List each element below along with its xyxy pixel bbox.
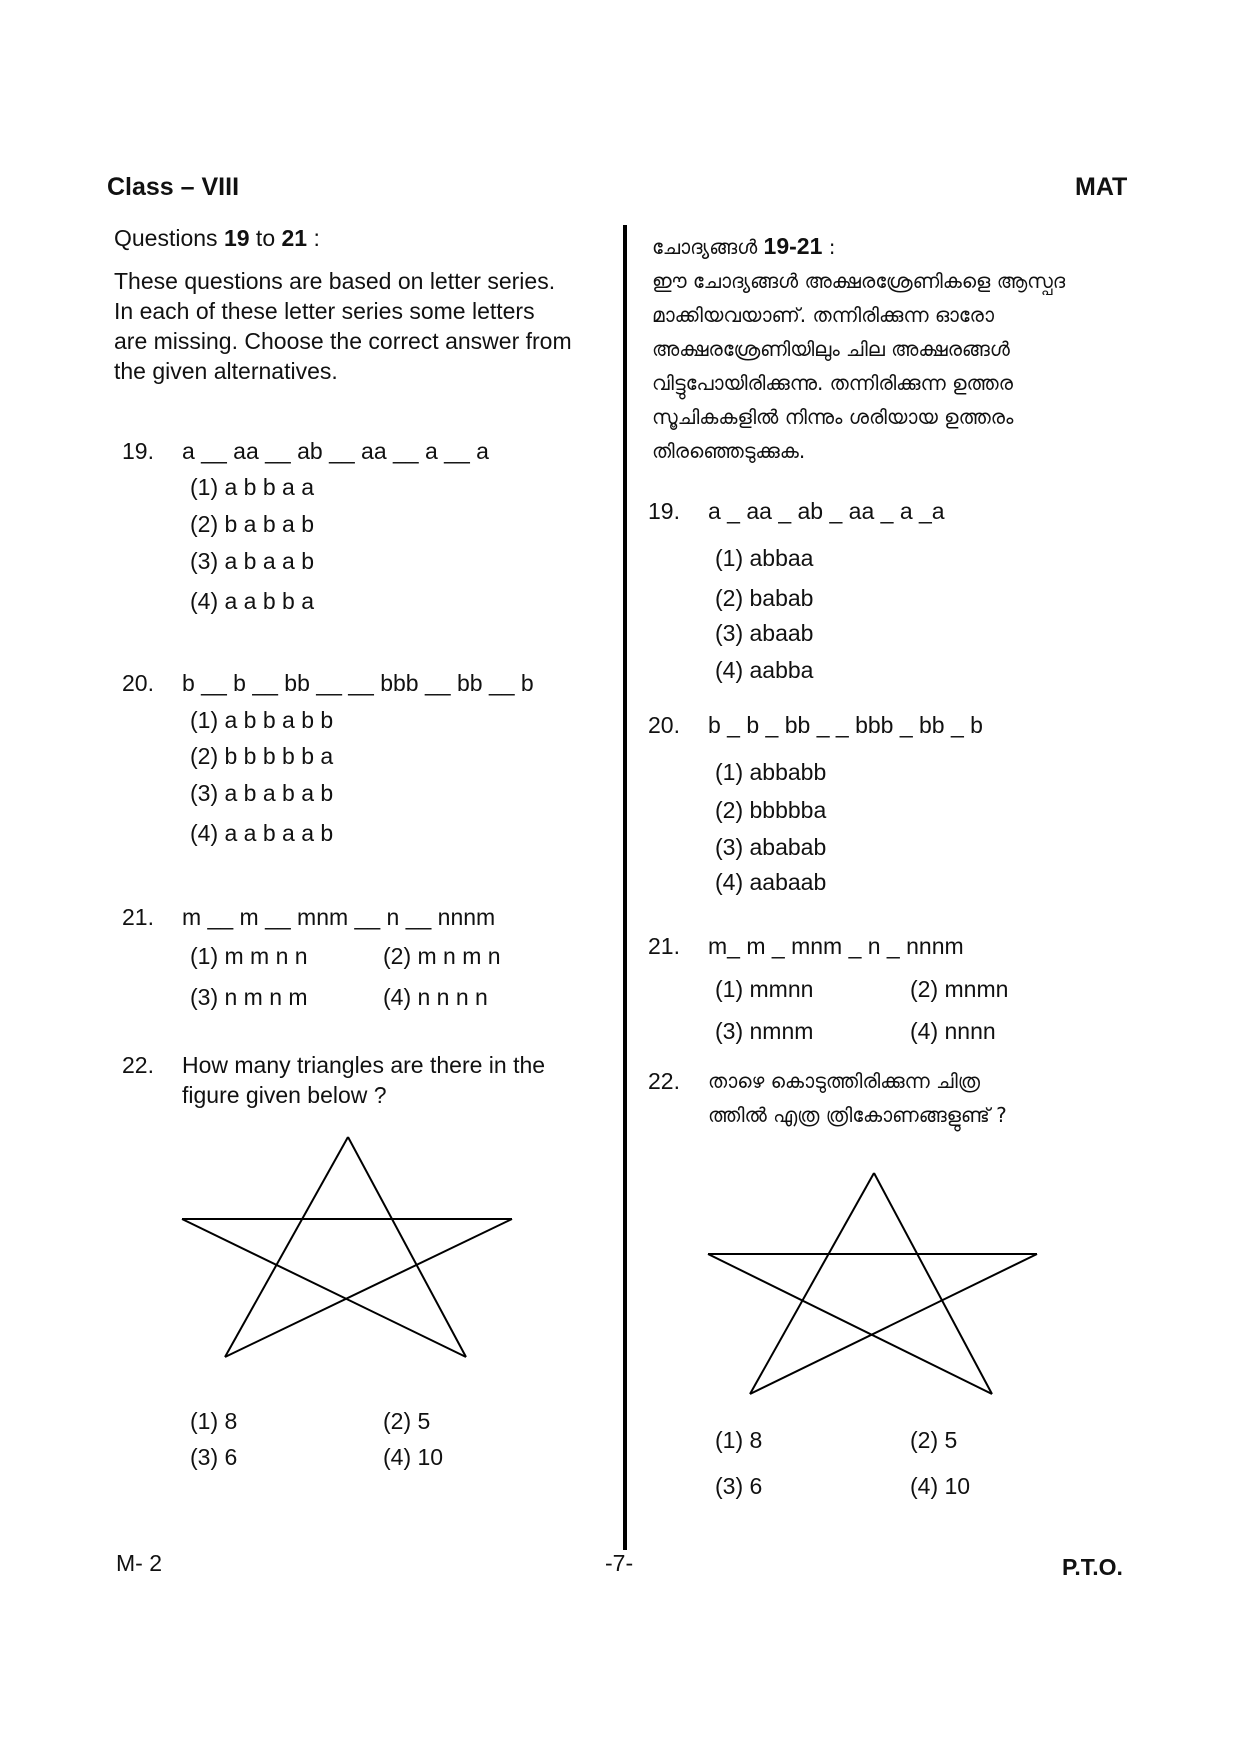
left-q22-option-1: (1) 8 xyxy=(190,1408,238,1434)
left-q22-number: 22. xyxy=(122,1052,154,1078)
left-q19-option-2: (2) b a b a b xyxy=(190,511,315,537)
left-q20-option-3: (3) a b a b a b xyxy=(190,780,334,806)
right-q20-option-4: (4) aabaab xyxy=(715,869,827,895)
left-q20-option-4: (4) a a b a a b xyxy=(190,820,334,846)
star-left-edge-1 xyxy=(225,1137,348,1357)
left-q21-number: 21. xyxy=(122,904,154,930)
left-intro-heading: Questions 19 to 21 : xyxy=(114,225,320,251)
left-q22-option-3: (3) 6 xyxy=(190,1444,238,1470)
left-q20-text: b __ b __ bb __ __ bbb __ bb __ b xyxy=(182,670,534,696)
right-q22-option-3: (3) 6 xyxy=(715,1473,763,1499)
right-q22-option-4: (4) 10 xyxy=(910,1473,971,1499)
page-number: -7- xyxy=(605,1550,634,1576)
left-q22-option-2: (2) 5 xyxy=(383,1408,431,1434)
right-q22-text: താഴെ കൊടുത്തിരിക്കുന്ന ചിത്ര ത്തിൽ എത്ര ത്രികോണങ്ങളുണ്ട് ? xyxy=(708,1069,1007,1127)
left-q19-option-3: (3) a b a a b xyxy=(190,548,315,574)
pto-label: P.T.O. xyxy=(1062,1554,1123,1580)
right-q22-option-2: (2) 5 xyxy=(910,1427,958,1453)
right-q21-option-3: (3) nmnm xyxy=(715,1018,814,1044)
right-q21-option-2: (2) mnmn xyxy=(910,976,1009,1002)
right-q19-option-1: (1) abbaa xyxy=(715,545,814,571)
left-q21-text: m __ m __ mnm __ n __ nnnm xyxy=(182,904,496,930)
left-q19-text: a __ aa __ ab __ aa __ a __ a xyxy=(182,438,489,464)
left-q19-option-4: (4) a a b b a xyxy=(190,588,315,614)
star-right-edge-4 xyxy=(708,1254,992,1394)
right-intro-text: ഈ ചോദ്യങ്ങൾ അക്ഷരശ്രേണികളെ ആസ്പദ മാക്കിയവയാണ്. തന്നിരിക്കുന്ന ഓരോ അക്ഷരശ്രേണിയിലും ചില അക്ഷരങ്ങൾ വിട്ടുപോയിരിക്കുന്നു. തന്നിരിക്കുന്ന ഉത്തര സൂചികകളിൽ നിന്നും ശരിയായ ഉത്തരം തിരഞ്ഞെടുക്കുക. xyxy=(652,269,1066,463)
right-q21-option-1: (1) mmnn xyxy=(715,976,814,1002)
footer-code: M- 2 xyxy=(116,1550,162,1576)
right-q20-option-2: (2) bbbbba xyxy=(715,797,827,823)
right-q20-option-3: (3) ababab xyxy=(715,834,827,860)
left-q21-option-1: (1) m m n n xyxy=(190,943,308,969)
right-q21-text: m_ m _ mnm _ n _ nnnm xyxy=(708,933,964,959)
left-q19-number: 19. xyxy=(122,438,154,464)
star-left-edge-4 xyxy=(182,1219,466,1357)
left-q21-option-2: (2) m n m n xyxy=(383,943,501,969)
left-q20-option-2: (2) b b b b b a xyxy=(190,743,334,769)
right-q22-number: 22. xyxy=(648,1068,680,1094)
left-q20-number: 20. xyxy=(122,670,154,696)
right-q21-number: 21. xyxy=(648,933,680,959)
left-q22-option-4: (4) 10 xyxy=(383,1444,444,1470)
star-left-edge-5 xyxy=(225,1219,512,1357)
left-q21-option-4: (4) n n n n xyxy=(383,984,488,1010)
left-intro-text: These questions are based on letter series. In each of these letter series some letters are missing. Choose the correct answer from the given alternatives. xyxy=(114,268,572,384)
left-q22-text: How many triangles are there in the figure given below ? xyxy=(182,1052,546,1108)
right-q20-text: b _ b _ bb _ _ bbb _ bb _ b xyxy=(708,712,983,738)
class-label: Class – VIII xyxy=(107,173,240,201)
star-left-edge-2 xyxy=(348,1137,466,1357)
right-q20-option-1: (1) abbabb xyxy=(715,759,827,785)
right-q19-option-4: (4) aabba xyxy=(715,657,814,683)
right-q19-option-3: (3) abaab xyxy=(715,620,814,646)
star-right-edge-5 xyxy=(750,1254,1037,1394)
right-q19-number: 19. xyxy=(648,498,680,524)
left-q21-option-3: (3) n m n m xyxy=(190,984,308,1010)
right-q19-text: a _ aa _ ab _ aa _ a _a xyxy=(708,498,945,524)
right-q21-option-4: (4) nnnn xyxy=(910,1018,996,1044)
subject-label: MAT xyxy=(1075,173,1128,201)
right-q20-number: 20. xyxy=(648,712,680,738)
left-q20-option-1: (1) a b b a b b xyxy=(190,707,334,733)
left-q19-option-1: (1) a b b a a xyxy=(190,474,315,500)
right-q19-option-2: (2) babab xyxy=(715,585,814,611)
right-intro-heading: ചോദ്യങ്ങൾ 19-21 : xyxy=(652,233,836,259)
right-q22-option-1: (1) 8 xyxy=(715,1427,763,1453)
